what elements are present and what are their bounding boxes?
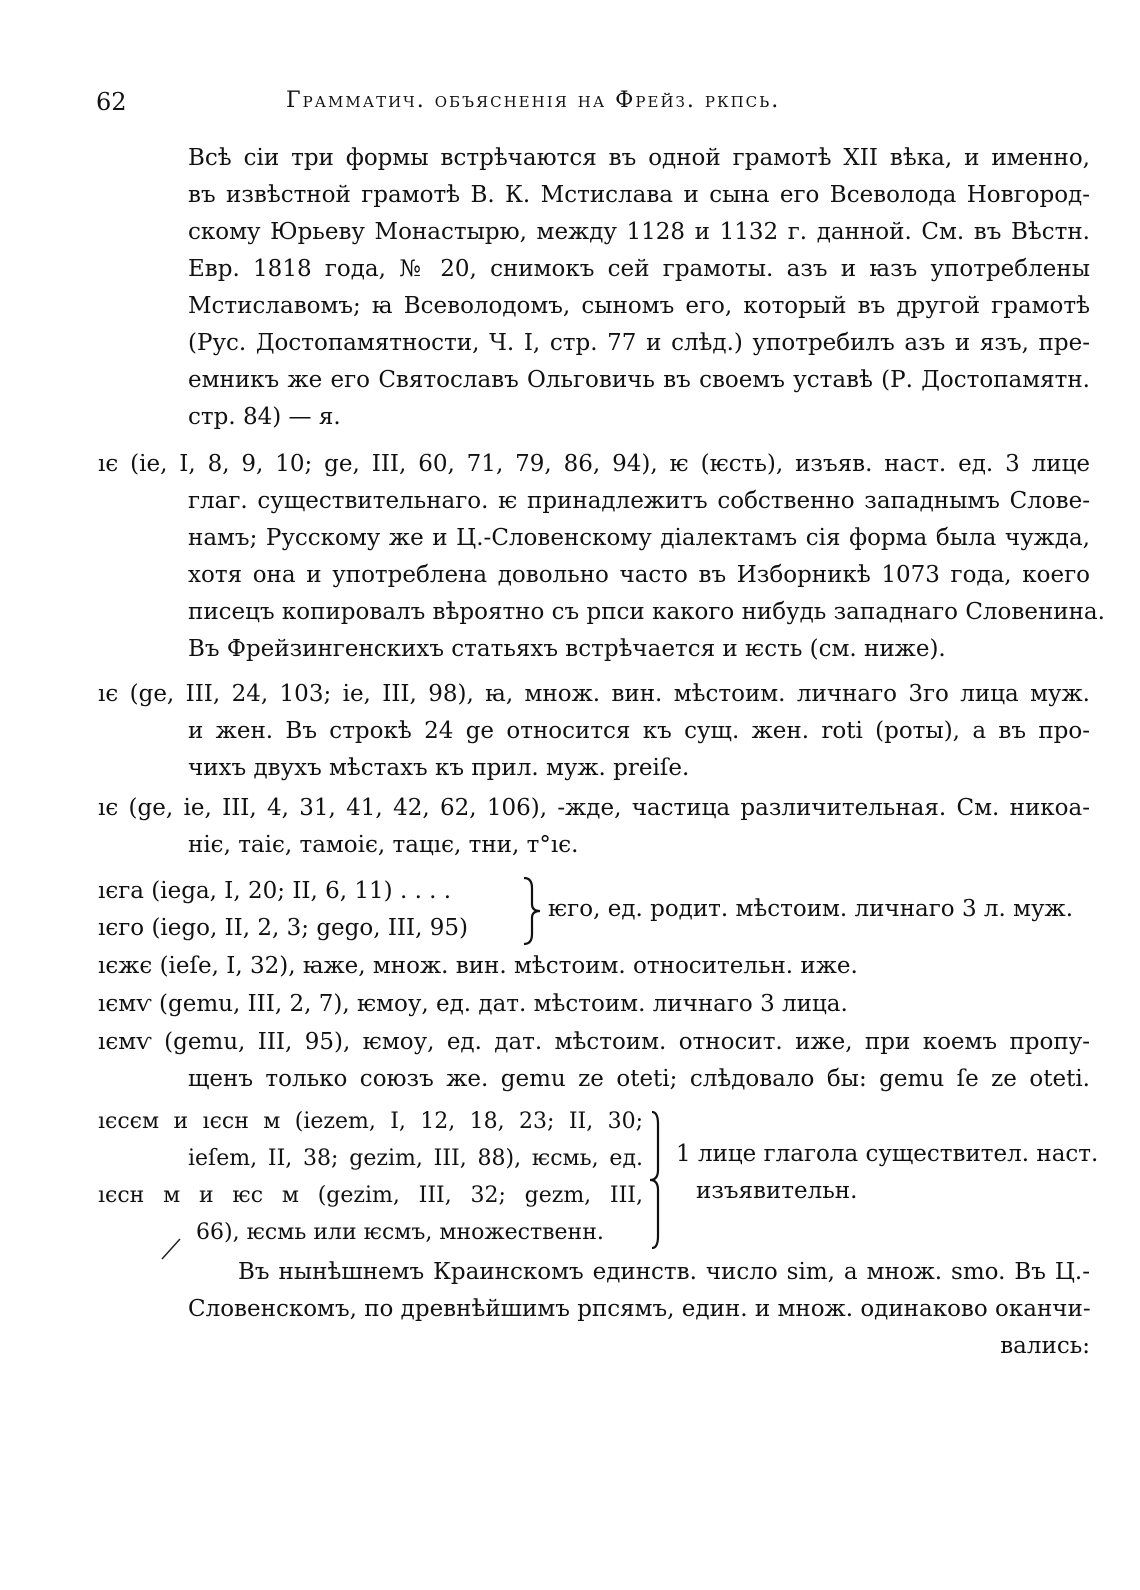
text-line: Въ Фрейзингенскихъ статьяхъ встрѣчается и ѥсть (см. ниже). (188, 636, 946, 662)
entry-iesem (98, 1103, 643, 1251)
text-line: Въ нынѣшнемъ Краинскомъ единств. число sim, а множ. smo. Въ Ц.- (238, 1259, 1090, 1285)
text-line: намъ; Русскому же и Ц.-Словенскому діалектамъ сія форма была чужда, (188, 525, 1090, 551)
text-line: Евр. 1818 года, № 20, снимокъ сей грамоты. азъ и ꙗзъ употреблены (188, 256, 1090, 282)
text-line: ıємѵ (gemu, III, 2, 7), ѥмоу, ед. дат. мѣстоим. личнаго 3 лица. (98, 991, 848, 1017)
text-line: Словенскомъ, по древнѣйшимъ рпсямъ, един. и множ. одинаково оканчи- (188, 1296, 1091, 1322)
entry-ieze (98, 948, 1090, 985)
entry-ie-particle-body (188, 827, 1090, 864)
text-line: стр. 84) — я. (188, 404, 341, 430)
entry-headline: ıє (ie, I, 8, 9, 10; ge, III, 60, 71, 79, 86, 94), ѥ (ѥсть), изъяв. наст. ед. 3 лице (98, 451, 1090, 477)
text-line: ıєга (iega, I, 20; II, 6, 11) . . . . (98, 878, 452, 904)
text-line: ніє, таіє, тамоіє, тацıє, тни, т°ıє. (188, 832, 579, 858)
text-line: въ извѣстной грамотѣ В. К. Мстислава и сына его Всеволода Новгород- (188, 182, 1090, 208)
text-line: (Рус. Достопамятности, Ч. I, стр. 77 и слѣд.) употребилъ азъ и язъ, пре- (188, 330, 1090, 356)
paragraph-final (188, 1254, 1090, 1365)
text-line: ıєго (iego, II, 2, 3; gego, III, 95) (98, 915, 468, 941)
entry-iemu-relative-body (188, 1061, 1090, 1098)
text-line: ıєсн м и ѥс м (gezim, III, 32; gezm, III, (98, 1183, 643, 1208)
entry-ie-pronoun-body (188, 713, 1090, 787)
text-line: писецъ копировалъ вѣроятно съ рпси какого нибудь западнаго Словенина. (188, 599, 1105, 625)
page-number: 62 (96, 88, 127, 116)
entry-headline: ıє (ge, III, 24, 103; ie, III, 98), ꙗ, множ. вин. мѣстоим. личнаго 3го лица муж. (98, 681, 1090, 707)
entry-ie-verb-body (188, 483, 1105, 668)
text-line: и жен. Въ строкѣ 24 ge относится къ сущ. жен. roti (роты), а въ про- (188, 718, 1090, 744)
text-line: ѥго, ед. родит. мѣстоим. личнаго 3 л. муж. (548, 896, 1074, 922)
text-line: скому Юрьеву Монастырю, между 1128 и 1132 г. данной. См. въ Вѣстн. (188, 219, 1090, 245)
entry-iemu-personal (98, 986, 1090, 1023)
text-line: глаг. существительнаго. ѥ принадлежитъ собственно западнымъ Слове- (188, 488, 1090, 514)
text-line: Всѣ сіи три формы встрѣчаются въ одной грамотѣ XII вѣка, и именно, (188, 145, 1090, 171)
text-line: щенъ только союзъ же. gemu ze oteti; слѣдовало бы: gemu ſe ze oteti. (188, 1066, 1090, 1092)
text-line: вались: (1000, 1333, 1090, 1359)
text-line: ieſem, II, 38; gezim, III, 88), ѥсмь, ед. (188, 1146, 643, 1171)
entry-iesem-gloss (676, 1136, 1099, 1210)
brace-icon (648, 1110, 668, 1250)
entry-headline: ıємѵ (gemu, III, 95), ѥмоу, ед. дат. мѣстоим. относит. иже, при коемъ пропу- (98, 1029, 1090, 1055)
text-line: хотя она и употреблена довольно часто въ Изборникѣ 1073 года, коего (188, 562, 1090, 588)
entry-iega-gloss (548, 891, 1090, 928)
text-line: ıєсєм и ıєсн м (iezem, I, 12, 18, 23; II, 30; (98, 1109, 643, 1134)
entry-ie-pronoun (98, 676, 1090, 713)
page-header (96, 88, 1090, 124)
running-title: Грамматич. объясненія на Фрейз. ркпсь. (286, 88, 781, 113)
pen-mark-icon (160, 1235, 184, 1261)
entry-ie-particle (98, 790, 1090, 827)
text-line: чихъ двухъ мѣстахъ къ прил. муж. preiſe. (188, 755, 690, 781)
entry-iega-iego (98, 873, 528, 947)
text-line: ıєжє (ieſe, I, 32), ꙗже, множ. вин. мѣстоим. относительн. иже. (98, 953, 858, 979)
entry-headline: ıє (ge, ie, III, 4, 31, 41, 42, 62, 106), -жде, частица различительная. См. никоа- (98, 795, 1090, 821)
text-line: Мстиславомъ; ꙗ Всеволодомъ, сыномъ его, который въ другой грамотѣ (188, 293, 1090, 319)
brace-icon (520, 876, 542, 946)
text-line: изъявительн. (696, 1178, 858, 1204)
text-line: емникъ же его Святославъ Ольговичь въ своемъ уставѣ (Р. Достопамятн. (188, 367, 1090, 393)
entry-ie-verb (98, 446, 1090, 483)
paragraph-intro (188, 140, 1090, 436)
text-line: 1 лице глагола существител. наст. (676, 1141, 1099, 1167)
entry-iemu-relative (98, 1024, 1090, 1061)
text-line: 66), ѥсмь или ѥсмъ, множественн. (196, 1220, 604, 1245)
